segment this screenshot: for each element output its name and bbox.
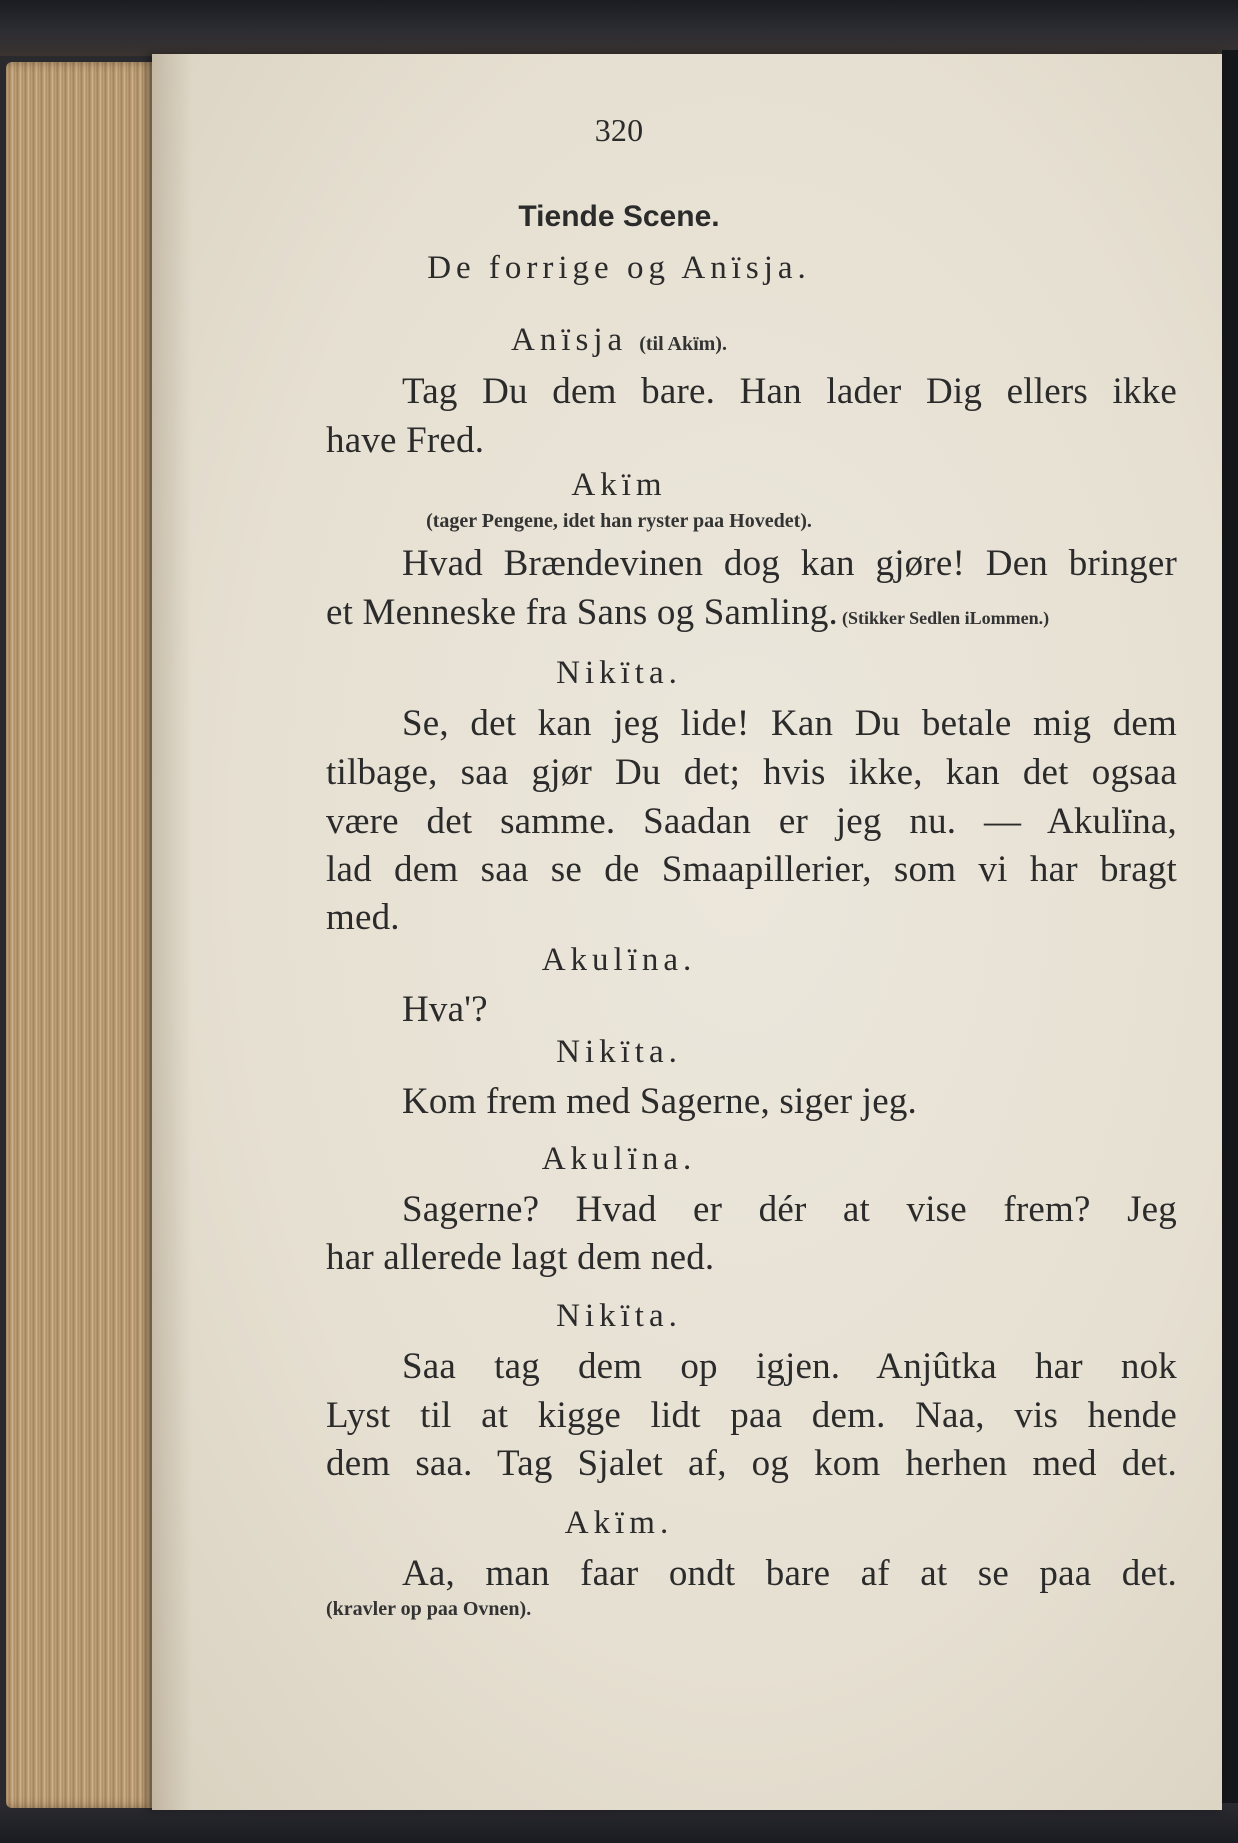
dialogue-line: dem saa. Tag Sjalet af, og kom herhen med det. [326,1443,1177,1484]
dialogue-line: have Fred. [326,420,485,461]
dialogue-line: være det samme. Saadan er jeg nu. — Akulïna, [326,801,1177,842]
scene-subtitle: De forrige og Anïsja. [427,250,811,286]
dialogue-line: Hva'? [402,989,488,1030]
speaker-heading: Nikïta. [556,1034,682,1070]
dialogue-line: Aa, man faar ondt bare af at se paa det. [402,1553,1177,1594]
speaker-heading: Akulïna. [541,942,697,978]
dialogue-line: Saa tag dem op igjen. Anjûtka har nok [402,1346,1177,1387]
speaker-heading: Akulïna. [541,1141,697,1177]
dialogue-line: har allerede lagt dem ned. [326,1237,715,1278]
page-number: 320 [594,112,644,148]
dialogue-line: Kom frem med Sagerne, siger jeg. [402,1081,917,1122]
dialogue-line: lad dem saa se de Smaapillerier, som vi har bragt [326,849,1177,890]
dialogue-line: Se, det kan jeg lide! Kan Du betale mig dem [402,703,1177,744]
dialogue-line: Tag Du dem bare. Han lader Dig ellers ikke [402,371,1177,412]
speaker-heading: Nikïta. [556,655,682,691]
book-page [152,54,1222,1810]
dialogue-line: Hvad Brændevinen dog kan gjøre! Den bringer [402,543,1177,584]
stage-direction: (tager Pengene, idet han ryster paa Hovedet). [426,510,812,532]
scan-top-border [0,0,1238,56]
speaker-heading: Akïm. [564,1505,674,1541]
dialogue-line: Lyst til at kigge lidt paa dem. Naa, vis hende [326,1395,1177,1436]
speaker-heading: Nikïta. [556,1298,682,1334]
scan-right-border [1222,50,1238,1810]
speaker-heading: Anïsja (til Akïm). [511,322,727,358]
dialogue-line: Sagerne? Hvad er dér at vise frem? Jeg [402,1189,1177,1230]
dialogue-line: med. [326,897,400,938]
stage-direction: (kravler op paa Ovnen). [326,1598,532,1620]
dialogue-line: tilbage, saa gjør Du det; hvis ikke, kan det ogsaa [326,752,1177,793]
dialogue-line: et Menneske fra Sans og Samling. (Stikker Sedlen iLommen.) [326,592,1050,633]
speaker-heading: Akïm [571,467,667,503]
scene-title: Tiende Scene. [518,200,720,233]
